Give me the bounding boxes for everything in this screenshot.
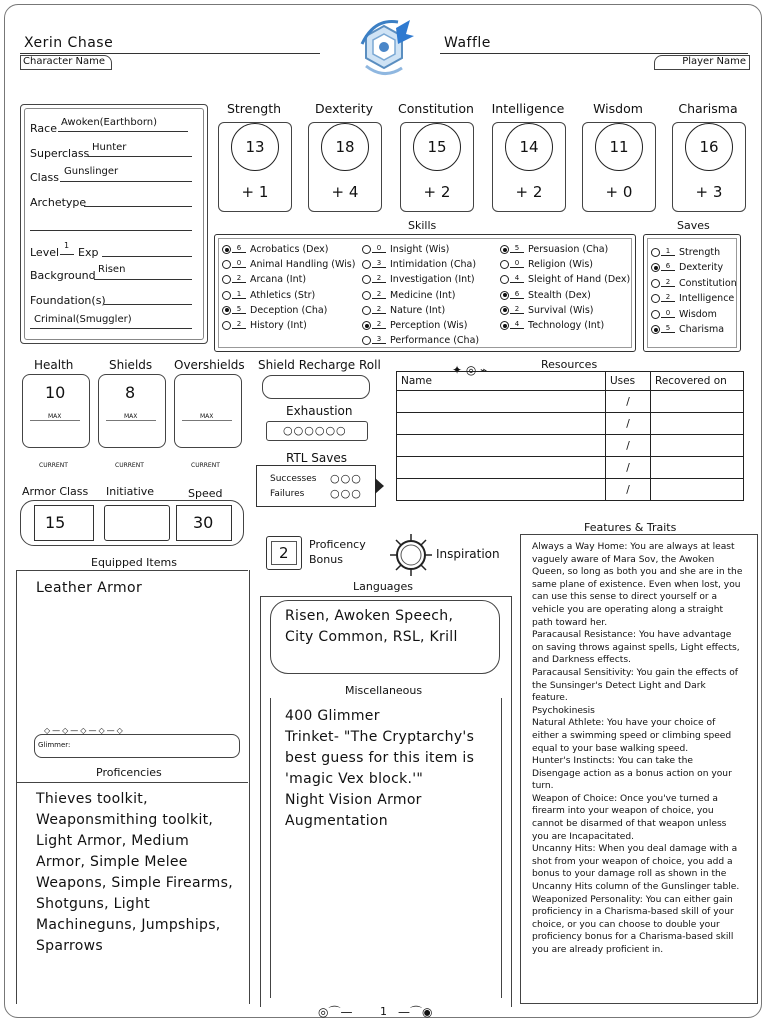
proficiencies-title: Proficencies bbox=[96, 766, 162, 779]
skill-row[interactable] bbox=[222, 274, 306, 285]
skill-label: Stealth (Dex) bbox=[528, 289, 591, 301]
health-box[interactable] bbox=[22, 374, 90, 469]
player-name-tag bbox=[654, 55, 750, 70]
initiative-label: Initiative bbox=[106, 485, 155, 498]
armor-class-box[interactable] bbox=[34, 505, 94, 541]
skill-row[interactable] bbox=[500, 274, 630, 285]
skill-value[interactable]: 2 bbox=[232, 274, 246, 283]
skill-proficiency-bubble[interactable] bbox=[500, 321, 509, 330]
health-max-value[interactable]: 10 bbox=[45, 383, 66, 402]
character-name[interactable]: Xerin Chase bbox=[24, 35, 114, 51]
skill-label: Nature (Int) bbox=[390, 304, 446, 316]
skill-row[interactable] bbox=[222, 244, 329, 255]
exhaustion-label: Exhaustion bbox=[286, 404, 353, 418]
health-divider bbox=[30, 420, 80, 421]
level-line bbox=[60, 254, 74, 255]
ability-modifier[interactable]: + 2 bbox=[515, 183, 543, 201]
skill-proficiency-bubble[interactable] bbox=[362, 291, 371, 300]
skill-row[interactable] bbox=[362, 320, 467, 331]
exhaustion-pip-icon[interactable]: ○ bbox=[336, 424, 347, 437]
exhaustion-pips[interactable] bbox=[283, 424, 347, 437]
ability-score[interactable]: 14 bbox=[505, 123, 553, 171]
save-proficiency-bubble[interactable] bbox=[651, 263, 660, 272]
resources-title: Resources bbox=[541, 358, 598, 371]
skill-value[interactable]: 4 bbox=[510, 274, 524, 283]
inspiration-label: Inspiration bbox=[436, 547, 500, 561]
ability-score[interactable]: 13 bbox=[231, 123, 279, 171]
resources-header-name: Name bbox=[397, 372, 606, 391]
level-value[interactable]: 1 bbox=[64, 241, 70, 250]
destiny-logo-icon bbox=[352, 14, 416, 80]
save-label: Strength bbox=[679, 247, 721, 258]
skill-proficiency-bubble[interactable] bbox=[500, 260, 509, 269]
skill-value[interactable]: 0 bbox=[232, 259, 246, 268]
resource-uses-slash[interactable]: / bbox=[606, 457, 651, 479]
skill-value[interactable]: 0 bbox=[372, 244, 386, 253]
shields-box[interactable] bbox=[98, 374, 166, 469]
skill-row[interactable] bbox=[362, 274, 475, 285]
ability-label: Constitution bbox=[398, 101, 474, 116]
skills-title: Skills bbox=[408, 219, 437, 232]
ability-modifier[interactable]: + 1 bbox=[241, 183, 269, 201]
skill-label: Technology (Int) bbox=[528, 320, 605, 331]
save-value[interactable]: 0 bbox=[661, 309, 675, 318]
resource-uses-slash[interactable]: / bbox=[606, 413, 651, 435]
resource-uses-slash[interactable]: / bbox=[606, 435, 651, 457]
save-label: Constitution bbox=[679, 277, 737, 289]
character-name-tag bbox=[20, 55, 112, 70]
skill-proficiency-bubble[interactable] bbox=[222, 291, 231, 300]
save-label: Intelligence bbox=[679, 293, 735, 305]
skill-label: Religion (Wis) bbox=[528, 259, 594, 271]
equipped-title: Equipped Items bbox=[91, 556, 177, 569]
save-value[interactable]: 2 bbox=[661, 293, 675, 302]
race-line bbox=[58, 131, 188, 132]
glimmer-ornament-icon: ◇—◇—◇—◇—◇ bbox=[44, 726, 125, 735]
ability-box bbox=[492, 122, 566, 212]
ability-box bbox=[218, 122, 292, 212]
class-line bbox=[60, 181, 192, 182]
shield-recharge-label: Shield Recharge Roll bbox=[258, 358, 381, 372]
resources-ornament-icon: ✦ ◎ ⌁ bbox=[452, 363, 488, 377]
save-row[interactable] bbox=[651, 262, 723, 273]
skill-proficiency-bubble[interactable] bbox=[222, 306, 231, 315]
health-label: Health bbox=[34, 358, 74, 372]
skill-label: Arcana (Int) bbox=[250, 274, 307, 286]
languages-box[interactable] bbox=[270, 600, 500, 674]
rtl-successes-pips[interactable]: ○○○ bbox=[330, 472, 362, 485]
overshields-current-label: CURRENT bbox=[191, 462, 220, 469]
skill-label: Persuasion (Cha) bbox=[528, 244, 609, 255]
class-row bbox=[30, 171, 59, 184]
background-label: Background bbox=[30, 269, 96, 282]
rtl-failures-pips[interactable]: ○○○ bbox=[330, 487, 362, 500]
skill-proficiency-bubble[interactable] bbox=[222, 321, 231, 330]
background-row bbox=[30, 269, 96, 282]
overshields-max-label: MAX bbox=[200, 413, 214, 420]
misc-line[interactable]: Night Vision Armor Augmentation bbox=[285, 792, 422, 829]
save-row[interactable] bbox=[651, 309, 717, 320]
table-row[interactable] bbox=[397, 435, 744, 457]
archetype-label: Archetype bbox=[30, 196, 87, 209]
skill-value[interactable]: 6 bbox=[232, 244, 246, 253]
background-value[interactable]: Risen bbox=[98, 264, 126, 275]
page-number: 1 bbox=[380, 1005, 387, 1018]
skill-row[interactable] bbox=[222, 305, 327, 316]
skill-label: Acrobatics (Dex) bbox=[250, 244, 329, 255]
glimmer-label: Glimmer: bbox=[38, 741, 71, 749]
skill-value[interactable]: 5 bbox=[510, 244, 524, 253]
skill-value[interactable]: 2 bbox=[510, 305, 524, 314]
exhaustion-pip-icon[interactable]: ○ bbox=[325, 424, 337, 437]
class-label: Class bbox=[30, 171, 59, 184]
shields-max-label: MAX bbox=[124, 413, 138, 420]
proficiency-value[interactable]: 2 bbox=[279, 544, 289, 562]
health-max-label: MAX bbox=[48, 413, 62, 420]
save-row[interactable] bbox=[651, 324, 724, 335]
skill-proficiency-bubble[interactable] bbox=[500, 306, 509, 315]
rtl-arrow-icon bbox=[375, 478, 384, 494]
race-value[interactable]: Awoken(Earthborn) bbox=[61, 117, 158, 128]
skill-label: Performance (Cha) bbox=[390, 335, 480, 347]
character-name-line bbox=[20, 53, 320, 54]
info-panel bbox=[20, 104, 208, 344]
skill-proficiency-bubble[interactable] bbox=[500, 291, 509, 300]
skill-value[interactable]: 2 bbox=[372, 274, 386, 283]
ability-box bbox=[672, 122, 746, 212]
skill-row[interactable] bbox=[362, 290, 455, 301]
save-value[interactable]: 5 bbox=[661, 324, 675, 333]
skill-value[interactable]: 3 bbox=[372, 335, 386, 344]
exp-label: Exp bbox=[78, 246, 99, 259]
save-row[interactable] bbox=[651, 293, 734, 304]
skill-value[interactable]: 2 bbox=[372, 305, 386, 314]
skill-row[interactable] bbox=[500, 320, 604, 331]
ability-score[interactable]: 18 bbox=[321, 123, 369, 171]
shields-divider bbox=[106, 420, 156, 421]
save-row[interactable] bbox=[651, 278, 737, 289]
skill-proficiency-bubble[interactable] bbox=[500, 275, 509, 284]
features-title: Features & Traits bbox=[584, 521, 677, 534]
skill-proficiency-bubble[interactable] bbox=[362, 306, 371, 315]
ability-modifier[interactable]: + 4 bbox=[331, 183, 359, 201]
rtl-failures-label: Failures bbox=[270, 489, 305, 499]
foundations-row bbox=[30, 294, 106, 307]
level-label: Level bbox=[30, 246, 60, 259]
race-label: Race bbox=[30, 122, 57, 135]
save-value[interactable]: 2 bbox=[661, 278, 675, 287]
skill-proficiency-bubble[interactable] bbox=[500, 245, 509, 254]
skill-label: Survival (Wis) bbox=[528, 304, 594, 316]
skill-label: Perception (Wis) bbox=[390, 320, 468, 331]
proficiency-label-1: Proficency bbox=[309, 538, 366, 551]
exhaustion-pip-icon[interactable]: ○ bbox=[293, 424, 305, 437]
proficiency-inner bbox=[271, 541, 297, 565]
speed-value[interactable]: 30 bbox=[193, 513, 214, 532]
footer-ornament-right-icon: —⌒◉ bbox=[398, 1005, 433, 1019]
archetype-line-2 bbox=[30, 230, 192, 231]
skill-proficiency-bubble[interactable] bbox=[362, 245, 371, 254]
save-label: Wisdom bbox=[679, 308, 717, 320]
skill-label: Deception (Cha) bbox=[250, 304, 328, 316]
shield-recharge-field[interactable] bbox=[262, 375, 370, 399]
skill-value[interactable]: 2 bbox=[372, 320, 386, 329]
rtl-title: RTL Saves bbox=[286, 451, 348, 465]
exhaustion-pip-icon[interactable]: ○ bbox=[304, 424, 315, 437]
speed-box[interactable] bbox=[176, 505, 232, 541]
skill-value[interactable]: 4 bbox=[510, 320, 524, 329]
skill-row[interactable] bbox=[500, 244, 608, 255]
equipped-top-line bbox=[16, 570, 248, 571]
resource-uses-slash[interactable]: / bbox=[606, 391, 651, 413]
ability-modifier[interactable]: + 3 bbox=[695, 183, 723, 201]
skill-proficiency-bubble[interactable] bbox=[222, 260, 231, 269]
ability-modifier[interactable]: + 0 bbox=[605, 183, 633, 201]
skill-row[interactable] bbox=[222, 290, 315, 301]
ability-modifier[interactable]: + 2 bbox=[423, 183, 451, 201]
skill-proficiency-bubble[interactable] bbox=[362, 275, 371, 284]
armor-class-value[interactable]: 15 bbox=[45, 513, 66, 532]
ability-label: Charisma bbox=[678, 101, 738, 116]
misc-line[interactable]: Trinket- "The Cryptarchy's best guess for this item is 'magic Vex block.'" bbox=[285, 729, 475, 787]
background-line bbox=[94, 279, 192, 280]
skill-value[interactable]: 0 bbox=[510, 259, 524, 268]
save-value[interactable]: 1 bbox=[661, 247, 675, 256]
foundations-value[interactable]: Criminal(Smuggler) bbox=[34, 314, 132, 325]
resource-uses-slash[interactable]: / bbox=[606, 479, 651, 501]
archetype-row bbox=[30, 196, 86, 209]
save-proficiency-bubble[interactable] bbox=[651, 325, 660, 334]
skill-row[interactable] bbox=[362, 305, 445, 316]
skill-row[interactable] bbox=[362, 335, 479, 346]
shields-label: Shields bbox=[109, 358, 153, 372]
skill-value[interactable]: 2 bbox=[372, 290, 386, 299]
skill-row[interactable] bbox=[500, 305, 594, 316]
equipped-text[interactable]: Leather Armor bbox=[36, 580, 143, 596]
skill-row[interactable] bbox=[500, 259, 593, 270]
inspiration-icon[interactable] bbox=[388, 532, 434, 578]
misc-line[interactable]: 400 Glimmer bbox=[285, 708, 380, 724]
features-text[interactable]: Always a Way Home: You are always at least vaguely aware of Mara Sov, the Awoken Queen, so long as both you and she are in the same plane of existence. Even when lost, you can use this sense to direct yourself or a vehicle you are operating along a straight path toward her. Paracausal Resistance: You have advantage on saving throws against spells, Light effects, and Darkness effects. Paracausal Sensitivity: You gain the effects of the Sunsinger's Detect Light and Dark feature. Psychokinesis Natural Athlete: You have your choice of either a swimming speed or climbing speed equal to your base walking speed. Hunter's Instincts: You can take the Disengage action as a bonus action on your turn. Weapon of Choice: Once you've turned a firearm into your weapon of choice, you cannot be disarmed of that weapon unless you are Incapacitated. Uncanny Hits: When you deal damage with a shot from your weapon of choice, you add a bonus to your damage roll as shown in the Uncanny Hits column of the Gunslinger table. Weaponized Personality: You can either gain proficiency in a Charisma-based skill of your choice, or you can choose to double your proficiency bonus for a Charisma-based skill you are already proficient in. bbox=[532, 542, 743, 955]
level-row bbox=[30, 246, 59, 259]
ability-score[interactable]: 11 bbox=[595, 123, 643, 171]
ability-box bbox=[308, 122, 382, 212]
overshields-box[interactable] bbox=[174, 374, 242, 469]
initiative-box[interactable] bbox=[104, 505, 170, 541]
resources-table bbox=[396, 371, 744, 501]
skill-label: Medicine (Int) bbox=[390, 289, 456, 301]
archetype-line bbox=[84, 206, 192, 207]
overshields-label: Overshields bbox=[174, 358, 245, 372]
save-proficiency-bubble[interactable] bbox=[651, 310, 660, 319]
class-value[interactable]: Gunslinger bbox=[64, 166, 119, 177]
skill-value[interactable]: 6 bbox=[510, 290, 524, 299]
foundations-label: Foundation(s) bbox=[30, 294, 106, 307]
overshields-divider bbox=[182, 420, 232, 421]
health-current-label: CURRENT bbox=[39, 462, 68, 469]
save-label: Dexterity bbox=[679, 262, 724, 274]
ability-box bbox=[582, 122, 656, 212]
proficiencies-line bbox=[16, 782, 248, 783]
exhaustion-pip-icon[interactable]: ○ bbox=[283, 424, 294, 437]
languages-title: Languages bbox=[353, 580, 414, 593]
skill-value[interactable]: 2 bbox=[232, 320, 246, 329]
ability-box bbox=[400, 122, 474, 212]
skill-label: Animal Handling (Wis) bbox=[250, 259, 356, 271]
skill-row[interactable] bbox=[222, 259, 355, 270]
player-name[interactable]: Waffle bbox=[444, 35, 491, 51]
proficiency-box[interactable] bbox=[266, 536, 302, 570]
table-row[interactable] bbox=[397, 391, 744, 413]
armor-class-label: Armor Class bbox=[22, 485, 89, 498]
superclass-value[interactable]: Hunter bbox=[92, 142, 127, 153]
resources-header-row bbox=[397, 372, 744, 391]
languages-text[interactable]: Risen, Awoken Speech, City Common, RSL, Krill bbox=[285, 608, 458, 645]
misc-title: Miscellaneous bbox=[345, 684, 423, 697]
foundations-line-2 bbox=[30, 328, 192, 329]
ability-score[interactable]: 15 bbox=[413, 123, 461, 171]
skill-row[interactable] bbox=[222, 320, 307, 331]
shields-max-value[interactable]: 8 bbox=[125, 383, 136, 402]
player-name-label: Player Name bbox=[682, 56, 746, 67]
save-value[interactable]: 6 bbox=[661, 262, 675, 271]
skill-label: History (Int) bbox=[250, 320, 307, 331]
skill-value[interactable]: 1 bbox=[232, 290, 246, 299]
ability-label: Intelligence bbox=[491, 101, 565, 116]
misc-lines[interactable] bbox=[285, 706, 495, 832]
save-proficiency-bubble[interactable] bbox=[651, 248, 660, 257]
superclass-label: Superclass bbox=[30, 147, 90, 160]
skill-row[interactable] bbox=[362, 244, 449, 255]
superclass-line bbox=[88, 156, 192, 157]
skill-proficiency-bubble[interactable] bbox=[362, 336, 371, 345]
table-row[interactable] bbox=[397, 457, 744, 479]
table-row[interactable] bbox=[397, 479, 744, 501]
ability-label: Wisdom bbox=[593, 101, 643, 116]
shields-current-label: CURRENT bbox=[115, 462, 144, 469]
table-row[interactable] bbox=[397, 413, 744, 435]
skill-value[interactable]: 3 bbox=[372, 259, 386, 268]
exhaustion-pip-icon[interactable]: ○ bbox=[314, 424, 326, 437]
race-row bbox=[30, 122, 57, 135]
foundations-line bbox=[104, 304, 192, 305]
character-name-label: Character Name bbox=[23, 56, 106, 67]
skill-proficiency-bubble[interactable] bbox=[222, 245, 231, 254]
skill-label: Insight (Wis) bbox=[390, 244, 450, 255]
skill-label: Sleight of Hand (Dex) bbox=[528, 274, 631, 286]
resources-header-uses: Uses bbox=[606, 372, 651, 391]
save-label: Charisma bbox=[679, 324, 725, 335]
save-proficiency-bubble[interactable] bbox=[651, 279, 660, 288]
skill-proficiency-bubble[interactable] bbox=[362, 260, 371, 269]
footer-ornament-left-icon: ◎⌒— bbox=[318, 1005, 353, 1019]
skill-label: Intimidation (Cha) bbox=[390, 259, 477, 271]
saves-title: Saves bbox=[677, 219, 710, 232]
speed-label: Speed bbox=[188, 487, 223, 500]
proficiencies-text[interactable]: Thieves toolkit, Weaponsmithing toolkit, Light Armor, Medium Armor, Simple Melee Weapons, Simple Firearms, Shotguns, Light Machineguns, Jumpships, Sparrows bbox=[36, 791, 233, 954]
skill-row[interactable] bbox=[500, 290, 591, 301]
player-name-line bbox=[440, 53, 748, 54]
save-row[interactable] bbox=[651, 247, 720, 258]
save-proficiency-bubble[interactable] bbox=[651, 294, 660, 303]
rtl-successes-label: Successes bbox=[270, 474, 317, 484]
ability-score[interactable]: 16 bbox=[685, 123, 733, 171]
resources-header-recovered: Recovered on bbox=[651, 372, 744, 391]
skill-value[interactable]: 5 bbox=[232, 305, 246, 314]
skill-label: Investigation (Int) bbox=[390, 274, 475, 286]
skill-proficiency-bubble[interactable] bbox=[362, 321, 371, 330]
ability-label: Strength bbox=[226, 101, 282, 116]
skill-proficiency-bubble[interactable] bbox=[222, 275, 231, 284]
superclass-row bbox=[30, 147, 89, 160]
exp-line bbox=[102, 256, 192, 257]
proficiency-label-2: Bonus bbox=[309, 553, 343, 566]
skill-label: Athletics (Str) bbox=[250, 289, 316, 301]
skill-row[interactable] bbox=[362, 259, 476, 270]
ability-label: Dexterity bbox=[315, 101, 373, 116]
